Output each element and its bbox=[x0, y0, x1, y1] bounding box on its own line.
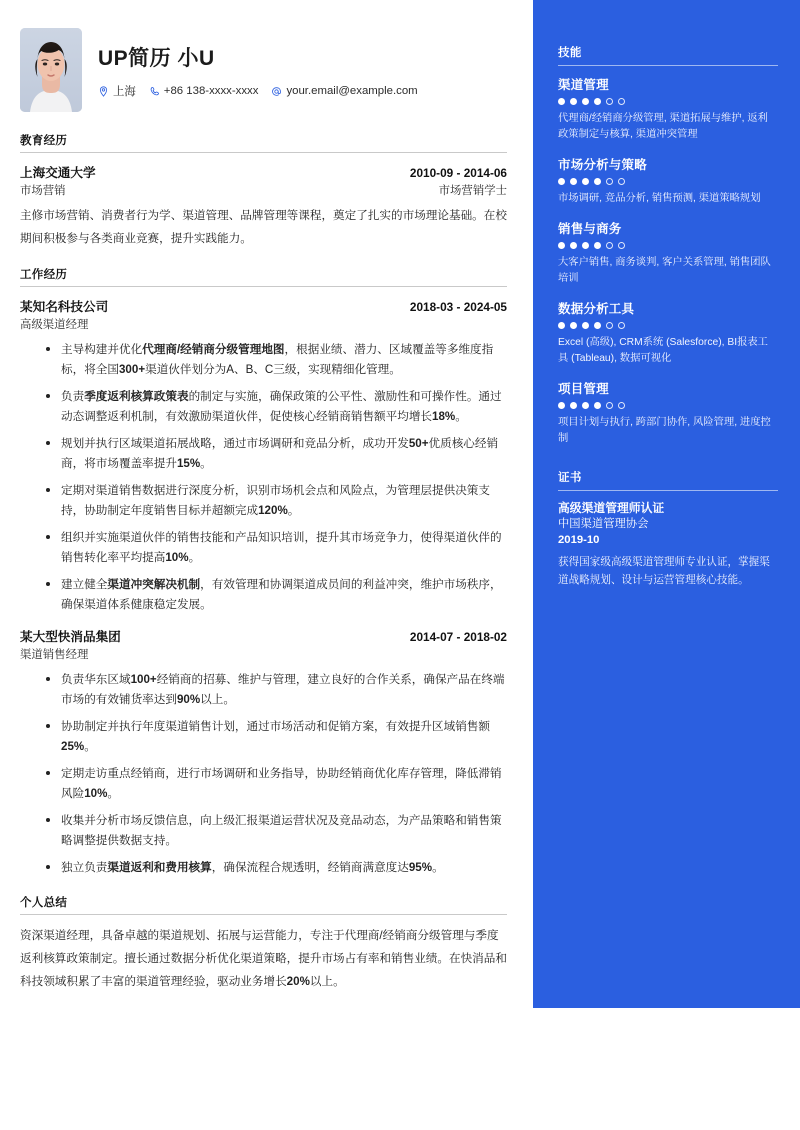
skill-level-meter bbox=[558, 322, 778, 329]
certificate-org: 中国渠道管理协会 bbox=[558, 518, 649, 531]
skill-level-dot bbox=[606, 178, 613, 185]
skill-level-dot bbox=[558, 402, 565, 409]
skill-description: 代理商/经销商分级管理, 渠道拓展与维护, 返利政策制定与核算, 渠道冲突管理 bbox=[558, 113, 768, 140]
skill-level-dot bbox=[558, 322, 565, 329]
skill-level-dot bbox=[570, 402, 577, 409]
work-bullet: 主导构建并优化代理商/经销商分级管理地图，根据业绩、潜力、区域覆盖等多维度指标，将全国300+渠道伙伴划分为A、B、C三级，实现精细化管理。 bbox=[20, 340, 507, 380]
work-role: 渠道销售经理 bbox=[20, 649, 89, 662]
skill-level-meter bbox=[558, 242, 778, 249]
location-pin-icon bbox=[98, 86, 109, 97]
work-dates: 2014-07 - 2018-02 bbox=[409, 630, 507, 645]
skill-level-dot bbox=[618, 98, 625, 105]
skills-section bbox=[558, 44, 778, 447]
work-bullet: 规划并执行区域渠道拓展战略，通过市场调研和竞品分析，成功开发50+优质核心经销商，将市场覆盖率提升15%。 bbox=[20, 434, 507, 474]
work-bullet: 定期走访重点经销商，进行市场调研和业务指导，协助经销商优化库存管理，降低滞销风险10%。 bbox=[20, 764, 507, 804]
skill-description: 项目计划与执行, 跨部门协作, 风险管理, 进度控制 bbox=[558, 416, 771, 444]
skill-level-meter bbox=[558, 98, 778, 105]
education-entry bbox=[20, 162, 507, 250]
education-dates: 2010-09 - 2014-06 bbox=[409, 166, 507, 180]
skill-level-dot bbox=[618, 178, 625, 185]
skill-level-dot bbox=[594, 402, 601, 409]
work-bullet: 定期对渠道销售数据进行深度分析，识别市场机会点和风险点，为管理层提供决策支持，协助制定年度销售目标并超额完成120%。 bbox=[20, 481, 507, 521]
education-degree: 市场营销学士 bbox=[438, 185, 507, 197]
location-text: 上海 bbox=[113, 86, 136, 98]
work-section bbox=[20, 266, 507, 878]
skill-level-dot bbox=[558, 242, 565, 249]
work-bullet: 负责华东区域100+经销商的招募、维护与管理，建立良好的合作关系，确保产品在终端市场的有效铺货率达到90%以上。 bbox=[20, 670, 507, 710]
certificates-list bbox=[558, 500, 778, 590]
work-bullet: 负责季度返利核算政策表的制定与实施，确保政策的公平性、激励性和可操作性。通过动态调整返利机制，有效激励渠道伙伴，促使核心经销商销售额平均增长18%。 bbox=[20, 387, 507, 427]
work-bullet: 收集并分析市场反馈信息，向上级汇报渠道运营状况及竞品动态，为产品策略和销售策略调整提供数据支持。 bbox=[20, 811, 507, 851]
skill-name: 数据分析工具 bbox=[558, 301, 635, 316]
work-bullet: 建立健全渠道冲突解决机制，有效管理和协调渠道成员间的利益冲突，维护市场秩序，确保渠道体系健康稳定发展。 bbox=[20, 575, 507, 615]
skill-level-dot bbox=[570, 178, 577, 185]
education-school: 上海交通大学 bbox=[20, 166, 96, 180]
skill-level-dot bbox=[570, 322, 577, 329]
work-bullet: 协助制定并执行年度渠道销售计划，通过市场活动和促销方案，有效提升区域销售额25%。 bbox=[20, 717, 507, 757]
certificate-description: 获得国家级高级渠道管理师专业认证，掌握渠道战略规划、设计与运营管理核心技能。 bbox=[558, 555, 770, 587]
skill-level-dot bbox=[570, 98, 577, 105]
skill-level-dot bbox=[618, 242, 625, 249]
certificate-entry bbox=[558, 500, 778, 590]
skills-list bbox=[558, 75, 778, 447]
education-description: 主修市场营销、消费者行为学、渠道管理、品牌管理等课程，奠定了扎实的市场理论基础。在校期间积极参与各类商业竞赛，提升实践能力。 bbox=[20, 209, 507, 245]
page-title: UP简历 小U bbox=[98, 47, 215, 70]
identity-block bbox=[98, 28, 425, 99]
skill-level-dot bbox=[558, 98, 565, 105]
work-bullet: 独立负责渠道返利和费用核算，确保流程合规透明，经销商满意度达95%。 bbox=[20, 858, 507, 878]
skill-level-dot bbox=[582, 98, 589, 105]
skill-level-dot bbox=[606, 242, 613, 249]
certificates-section bbox=[558, 469, 778, 590]
summary-text: 资深渠道经理，具备卓越的渠道规划、拓展与运营能力，专注于代理商/经销商分级管理与季度返利核算政策制定。擅长通过数据分析优化渠道策略，提升市场占有率和销售业绩。在快消品和科技领域积累了丰富的渠道管理经验，驱动业务增长20%以上。 bbox=[20, 928, 507, 989]
contact-line bbox=[98, 83, 425, 99]
work-entry bbox=[20, 626, 507, 877]
contact-phone bbox=[149, 85, 259, 97]
work-section-title: 工作经历 bbox=[20, 266, 507, 287]
skill-level-meter bbox=[558, 402, 778, 409]
work-company: 某大型快消品集团 bbox=[20, 630, 121, 645]
contact-email bbox=[271, 85, 417, 97]
work-entry bbox=[20, 296, 507, 614]
skill-level-dot bbox=[618, 322, 625, 329]
phone-icon bbox=[149, 86, 160, 97]
contact-location bbox=[98, 83, 136, 99]
summary-section bbox=[20, 894, 507, 994]
work-bullet-list bbox=[20, 670, 507, 877]
education-major: 市场营销 bbox=[20, 185, 66, 197]
education-section-title: 教育经历 bbox=[20, 132, 507, 153]
skill-block bbox=[558, 155, 778, 207]
skill-description: 市场调研, 竞品分析, 销售预测, 渠道策略规划 bbox=[558, 192, 761, 204]
certificate-title: 高级渠道管理师认证 bbox=[558, 500, 665, 515]
skill-level-dot bbox=[594, 98, 601, 105]
skill-name: 销售与商务 bbox=[558, 221, 622, 236]
summary-section-title: 个人总结 bbox=[20, 894, 507, 915]
skill-block bbox=[558, 379, 778, 447]
education-list bbox=[20, 162, 507, 250]
resume-header bbox=[20, 28, 507, 112]
email-at-icon bbox=[271, 86, 282, 97]
skills-section-title: 技能 bbox=[558, 44, 778, 66]
skill-level-dot bbox=[582, 242, 589, 249]
skill-description: Excel (高级), CRM系统 (Salesforce), BI报表工具 (Tableau), 数据可视化 bbox=[558, 336, 768, 364]
skill-name: 市场分析与策略 bbox=[558, 157, 647, 172]
skill-level-dot bbox=[594, 242, 601, 249]
skill-level-dot bbox=[606, 402, 613, 409]
email-text: your.email@example.com bbox=[286, 85, 418, 97]
skill-level-dot bbox=[618, 402, 625, 409]
skill-name: 渠道管理 bbox=[558, 78, 609, 92]
phone-text: +86 138-xxxx-xxxx bbox=[163, 85, 259, 97]
work-dates: 2018-03 - 2024-05 bbox=[409, 300, 507, 315]
work-role: 高级渠道经理 bbox=[20, 319, 89, 332]
skill-level-dot bbox=[582, 402, 589, 409]
avatar bbox=[20, 28, 82, 112]
skill-level-dot bbox=[582, 178, 589, 185]
skill-name: 项目管理 bbox=[558, 381, 609, 396]
skill-block bbox=[558, 299, 778, 367]
work-company: 某知名科技公司 bbox=[20, 300, 109, 315]
skill-level-dot bbox=[606, 322, 613, 329]
skill-description: 大客户销售, 商务谈判, 客户关系管理, 销售团队培训 bbox=[558, 256, 771, 284]
skill-block bbox=[558, 75, 778, 143]
work-bullet: 组织并实施渠道伙伴的销售技能和产品知识培训，提升其市场竞争力，使得渠道伙伴的销售转化率平均提高10%。 bbox=[20, 528, 507, 568]
work-list bbox=[20, 296, 507, 878]
skill-level-dot bbox=[582, 322, 589, 329]
work-bullet-list bbox=[20, 340, 507, 614]
skill-level-dot bbox=[558, 178, 565, 185]
skill-level-dot bbox=[594, 178, 601, 185]
certificate-date: 2019-10 bbox=[558, 534, 600, 547]
education-section bbox=[20, 132, 507, 250]
skill-block bbox=[558, 219, 778, 287]
skill-level-meter bbox=[558, 178, 778, 185]
skill-level-dot bbox=[570, 242, 577, 249]
skill-level-dot bbox=[606, 98, 613, 105]
skill-level-dot bbox=[594, 322, 601, 329]
sidebar bbox=[533, 0, 800, 1008]
certificates-section-title: 证书 bbox=[558, 469, 778, 491]
